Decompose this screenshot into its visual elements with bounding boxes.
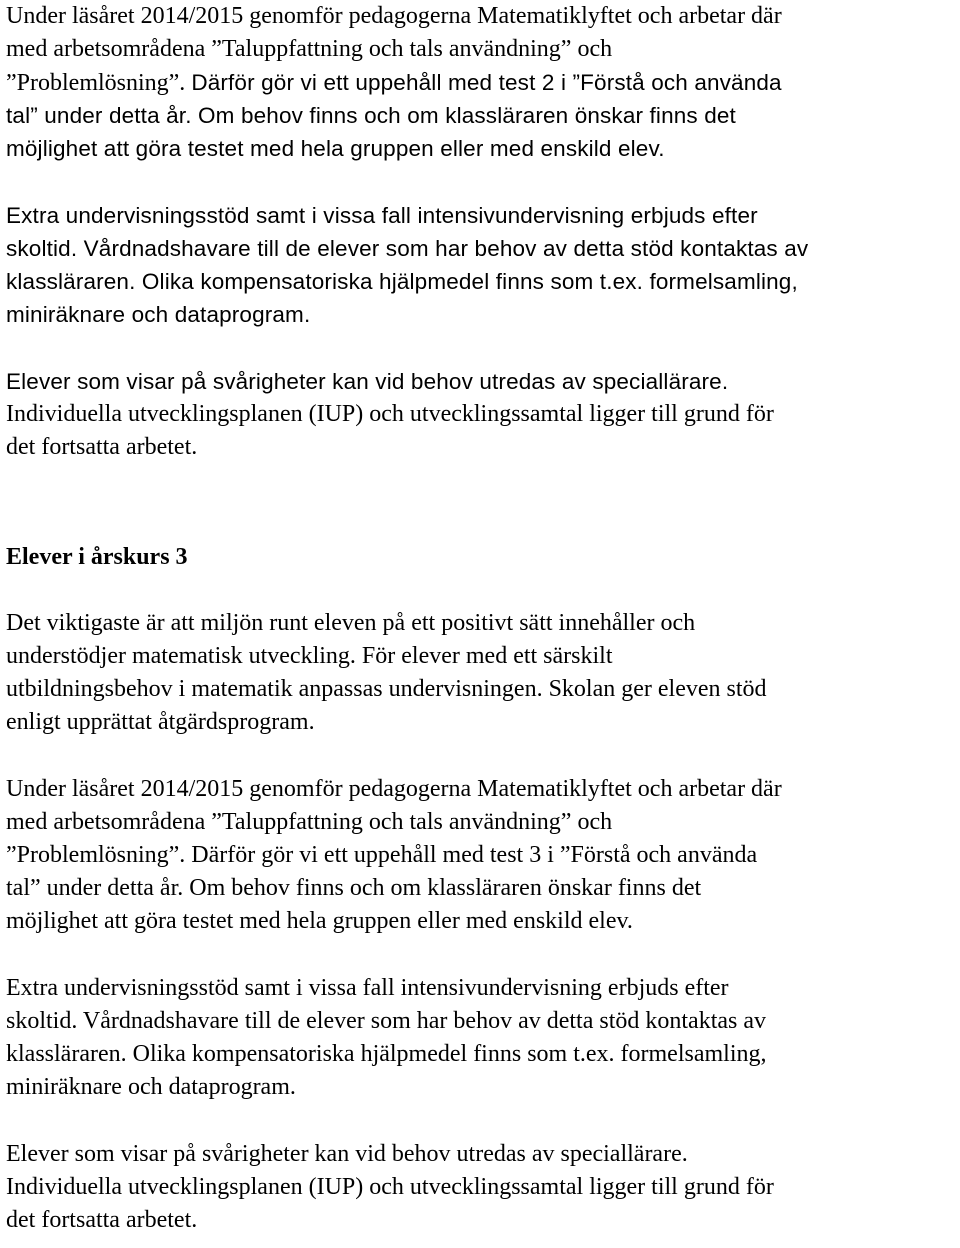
text-segment: Elever i årskurs 3 bbox=[6, 544, 188, 570]
text-segment: Det viktigaste är att miljön runt eleven på ett positivt sätt innehåller och bbox=[6, 610, 696, 636]
text-segment: skoltid. Vårdnadshavare till de elever som har behov av detta stöd kontaktas av bbox=[6, 1008, 767, 1034]
text-line bbox=[6, 972, 729, 1005]
text-line bbox=[6, 607, 695, 640]
text-segment: ”Problemlösning”. bbox=[6, 70, 192, 96]
text-line bbox=[6, 398, 774, 431]
text-line bbox=[6, 232, 808, 266]
text-segment: klassläraren. Olika kompensatoriska hjälpmedel finns som t.ex. formelsamling, bbox=[6, 1041, 767, 1067]
text-segment: möjlighet att göra testet med hela gruppen eller med enskild elev. bbox=[6, 136, 665, 161]
text-segment: klassläraren. Olika kompensatoriska hjälpmedel finns som t.ex. formelsamling, bbox=[6, 269, 798, 294]
text-line bbox=[6, 806, 612, 839]
text-line bbox=[6, 1005, 766, 1038]
text-line bbox=[6, 839, 757, 872]
text-segment: miniräknare och dataprogram. bbox=[6, 302, 311, 327]
text-segment: ”Problemlösning”. Därför gör vi ett uppehåll med test 3 i ”Förstå och använda bbox=[6, 842, 758, 868]
text-line bbox=[6, 872, 701, 905]
text-line bbox=[6, 265, 798, 299]
text-segment: Individuella utvecklingsplanen (IUP) och utvecklingssamtal ligger till grund för bbox=[6, 401, 774, 427]
text-segment: Individuella utvecklingsplanen (IUP) och utvecklingssamtal ligger till grund för bbox=[6, 1174, 774, 1200]
text-segment: Under läsåret 2014/2015 genomför pedagogerna Matematiklyftet och arbetar där bbox=[6, 3, 782, 29]
text-segment: tal” under detta år. bbox=[6, 103, 199, 128]
text-line bbox=[6, 1071, 296, 1104]
text-segment: det fortsatta arbetet. bbox=[6, 434, 198, 460]
text-segment: tal” under detta år. Om behov finns och om klassläraren önskar finns det bbox=[6, 875, 702, 901]
text-segment: enligt upprättat åtgärdsprogram. bbox=[6, 709, 315, 735]
text-line bbox=[6, 99, 736, 133]
text-line bbox=[6, 132, 665, 166]
text-segment: möjlighet att göra testet med hela gruppen eller med enskild elev. bbox=[6, 908, 633, 934]
text-line bbox=[6, 1038, 767, 1071]
text-segment: Under läsåret 2014/2015 genomför pedagogerna Matematiklyftet och arbetar där bbox=[6, 776, 782, 802]
section-heading bbox=[6, 541, 188, 574]
text-line bbox=[6, 1138, 688, 1171]
text-line bbox=[6, 1171, 774, 1204]
text-line bbox=[6, 905, 633, 938]
text-segment: med arbetsområdena ”Taluppfattning och tals användning” och bbox=[6, 36, 613, 62]
text-segment: det fortsatta arbetet. bbox=[6, 1207, 198, 1233]
text-line bbox=[6, 431, 197, 464]
text-line bbox=[6, 0, 782, 33]
text-segment: understödjer matematisk utveckling. För elever med ett särskilt bbox=[6, 643, 613, 669]
text-segment: utbildningsbehov i matematik anpassas undervisningen. Skolan ger eleven stöd bbox=[6, 676, 767, 702]
text-segment: med arbetsområdena ”Taluppfattning och tals användning” och bbox=[6, 809, 613, 835]
text-line bbox=[6, 773, 782, 806]
text-line bbox=[6, 706, 315, 739]
text-segment: Elever som visar på svårigheter kan vid behov utredas av speciallärare. bbox=[6, 369, 729, 394]
text-line bbox=[6, 33, 612, 66]
text-line bbox=[6, 298, 310, 332]
text-segment: Extra undervisningsstöd samt i vissa fall intensivundervisning erbjuds efter bbox=[6, 203, 758, 228]
text-line bbox=[6, 66, 782, 100]
text-segment: skoltid. Vårdnadshavare till de elever som har behov av detta stöd kontaktas av bbox=[6, 236, 809, 261]
text-segment: Elever som visar på svårigheter kan vid behov utredas av speciallärare. bbox=[6, 1141, 688, 1167]
text-line bbox=[6, 673, 767, 706]
text-line bbox=[6, 1204, 197, 1237]
text-segment: Därför gör vi ett uppehåll med test 2 i ”Förstå och använda bbox=[191, 70, 782, 95]
text-segment: Om behov finns och om klassläraren önskar finns det bbox=[198, 103, 736, 128]
text-line bbox=[6, 365, 728, 399]
text-line bbox=[6, 640, 613, 673]
text-segment: miniräknare och dataprogram. bbox=[6, 1074, 296, 1100]
text-segment: Extra undervisningsstöd samt i vissa fall intensivundervisning erbjuds efter bbox=[6, 975, 729, 1001]
text-line bbox=[6, 199, 758, 233]
